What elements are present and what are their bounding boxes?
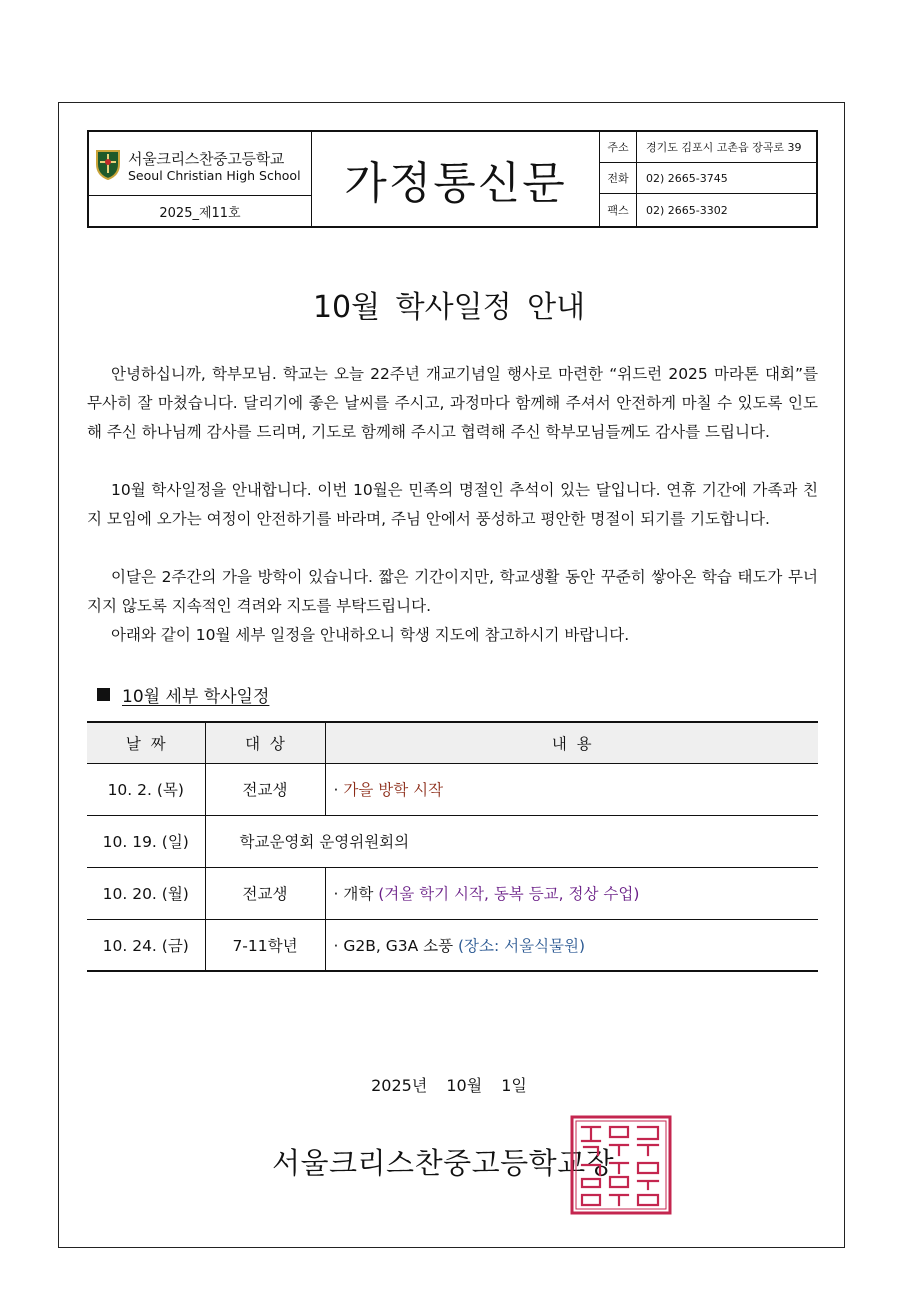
table-row <box>87 919 818 971</box>
phone-value: 02) 2665-3745 <box>646 171 728 185</box>
square-bullet-icon <box>97 688 110 701</box>
row-bullet: · <box>333 885 344 903</box>
newsletter-title: 가정통신문 <box>312 132 600 226</box>
paragraph-greeting: 안녕하십니까, 학부모님. 학교는 오늘 22주년 개교기념일 행사로 마련한 “위드런 2025 마라톤 대회”를 무사히 잘 마쳤습니다. 달리기에 좋은 날씨를 주시고, 과정마다 함께해 주셔서 안전하게 마칠 수 있도록 인도해 주신 하나님께 감사를 드리며, 기도로 함께해 주시고 협력해 주신 학부모님들께도 감사를 드립니다. <box>87 365 818 441</box>
principal-signature: 서울크리스찬중고등학교장 <box>272 1146 615 1180</box>
row-main: G2B, G3A 소풍 <box>343 936 458 955</box>
row-date: 10. 20. (월) <box>87 867 205 919</box>
row-content: 학교운영회 운영위원회의 <box>239 833 410 851</box>
row-target: 7-11학년 <box>205 919 325 971</box>
header-date: 날 짜 <box>87 722 205 763</box>
school-name-english: Seoul Christian High School <box>128 168 301 183</box>
table-row <box>87 815 818 867</box>
newsletter-header <box>87 130 818 228</box>
row-detail: (겨울 학기 시작, 동복 등교, 정상 수업) <box>378 885 640 903</box>
fax-value: 02) 2665-3302 <box>646 203 728 217</box>
header-target: 대 상 <box>205 722 325 763</box>
row-bullet: · <box>333 781 344 799</box>
paragraph-reference: 아래와 같이 10월 세부 일정을 안내하오니 학생 지도에 참고하시기 바랍니다. <box>111 626 630 644</box>
row-date: 10. 24. (금) <box>87 919 205 971</box>
table-row <box>87 763 818 815</box>
paragraph-schedule-intro: 10월 학사일정을 안내합니다. 이번 10월은 민족의 명절인 추석이 있는 달입니다. 연휴 기간에 가족과 친지 모임에 오가는 여정이 안전하기를 바라며, 주님 안에서 풍성하고 평안한 명절이 되기를 기도합니다. <box>87 481 818 528</box>
row-detail: (장소: 서울식물원) <box>458 936 586 955</box>
table-header-row <box>87 722 818 763</box>
row-content <box>325 763 818 815</box>
table-row <box>87 867 818 919</box>
address-value: 경기도 김포시 고촌읍 장곡로 39 <box>646 141 802 154</box>
document-title: 10월 학사일정 안내 <box>312 290 586 325</box>
address-row <box>600 132 816 163</box>
row-detail: 가을 방학 시작 <box>343 781 444 799</box>
row-main: 개학 <box>343 885 379 903</box>
header-content: 내 용 <box>325 722 818 763</box>
row-date: 10. 19. (일) <box>87 815 205 867</box>
phone-row <box>600 163 816 194</box>
row-target: 전교생 <box>205 867 325 919</box>
section-heading <box>97 682 269 707</box>
school-identity <box>89 132 312 196</box>
section-heading-text: 10월 세부 학사일정 <box>122 687 270 707</box>
school-crest-icon <box>95 148 121 180</box>
row-date: 10. 2. (목) <box>87 763 205 815</box>
fax-label: 팩스 <box>600 194 637 226</box>
row-target: 전교생 <box>205 763 325 815</box>
issue-number: 2025_제11호 <box>89 196 312 226</box>
phone-label: 전화 <box>600 163 637 193</box>
paragraph-vacation: 이달은 2주간의 가을 방학이 있습니다. 짧은 기간이지만, 학교생활 동안 꾸준히 쌓아온 학습 태도가 무너지지 않도록 지속적인 격려와 지도를 부탁드립니다. <box>87 568 818 615</box>
official-seal-icon <box>570 1115 672 1215</box>
row-bullet: · <box>333 936 344 955</box>
schedule-table <box>87 721 818 972</box>
row-content <box>325 867 818 919</box>
issue-date: 2025년 10월 1일 <box>371 1076 527 1095</box>
address-label: 주소 <box>600 132 637 162</box>
row-content <box>325 919 818 971</box>
school-name-korean: 서울크리스찬중고등학교 <box>128 150 285 168</box>
fax-row <box>600 194 816 226</box>
